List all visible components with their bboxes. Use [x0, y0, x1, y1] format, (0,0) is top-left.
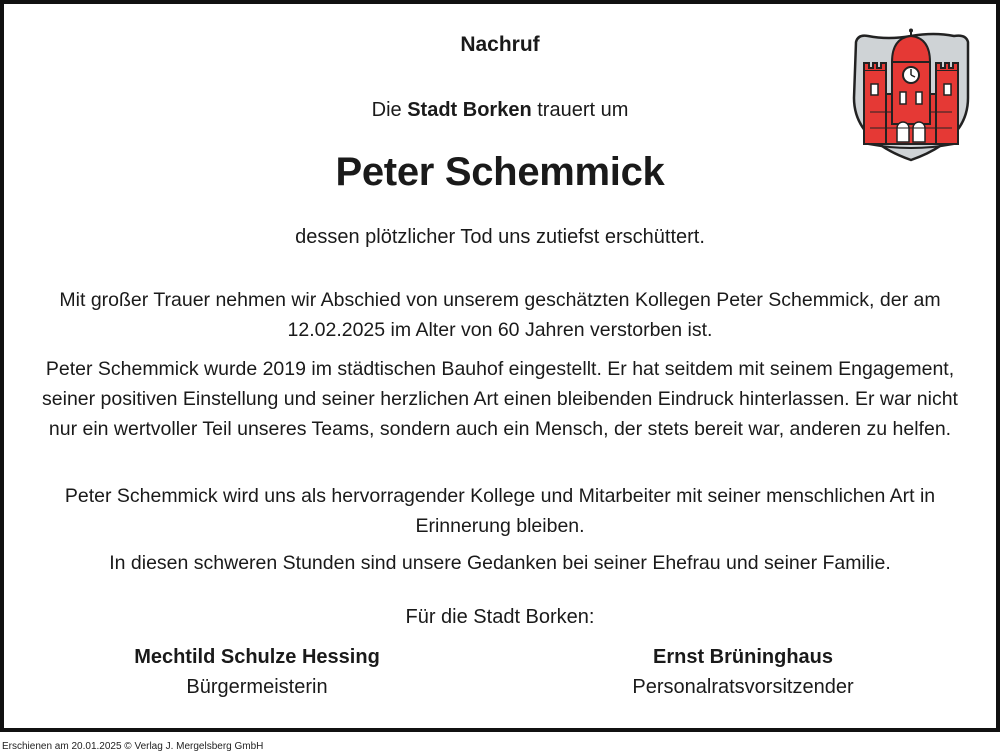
- signatory-right: [543, 642, 943, 702]
- crest-left-tower: [864, 70, 886, 144]
- crest-gate-right: [913, 122, 925, 142]
- for-line: Für die Stadt Borken:: [405, 606, 595, 628]
- deceased-name: Peter Schemmick: [335, 150, 665, 194]
- crest-right-tower: [936, 70, 958, 144]
- signatory-role: Personalratsvorsitzender: [632, 676, 854, 698]
- signatory-name: Mechtild Schulze Hessing: [134, 646, 380, 668]
- signatory-role: Bürgermeisterin: [186, 676, 328, 698]
- subline: dessen plötzlicher Tod uns zutiefst erschüttert.: [295, 226, 705, 248]
- paragraph: Peter Schemmick wurde 2019 im städtischen Bauhof eingestellt. Er hat seitdem mit seinem Engagement, seiner positiven Einstellung und seiner herzlichen Art einen bleibenden Eindruck hinterlassen. Er war nicht nur ein wertvoller Teil unseres Teams, sondern auch ein Mensch, der stets bereit war, anderen zu helfen.: [42, 358, 958, 440]
- intro-suffix: trauert um: [531, 99, 629, 121]
- paragraph: In diesen schweren Stunden sind unsere Gedanken bei seiner Ehefrau und seiner Familie.: [109, 552, 891, 574]
- paragraph: Mit großer Trauer nehmen wir Abschied von unserem geschätzten Kollegen Peter Schemmick, der am 12.02.2025 im Alter von 60 Jahren verstorben ist.: [59, 289, 941, 341]
- paragraph: Peter Schemmick wird uns als hervorragender Kollege und Mitarbeiter mit seiner menschlichen Art in Erinnerung bleiben.: [64, 485, 936, 537]
- notice-heading: Nachruf: [460, 33, 540, 56]
- signatory-name: Ernst Brüninghaus: [652, 646, 833, 668]
- publication-footer: Erschienen am 20.01.2025 © Verlag J. Mergelsberg GmbH: [2, 741, 264, 752]
- signatory-left: [57, 642, 457, 702]
- intro-prefix: Die: [371, 99, 408, 121]
- crest-gate-left: [897, 122, 909, 142]
- coat-of-arms-icon: [848, 28, 974, 164]
- intro-org: Stadt Borken: [407, 99, 532, 121]
